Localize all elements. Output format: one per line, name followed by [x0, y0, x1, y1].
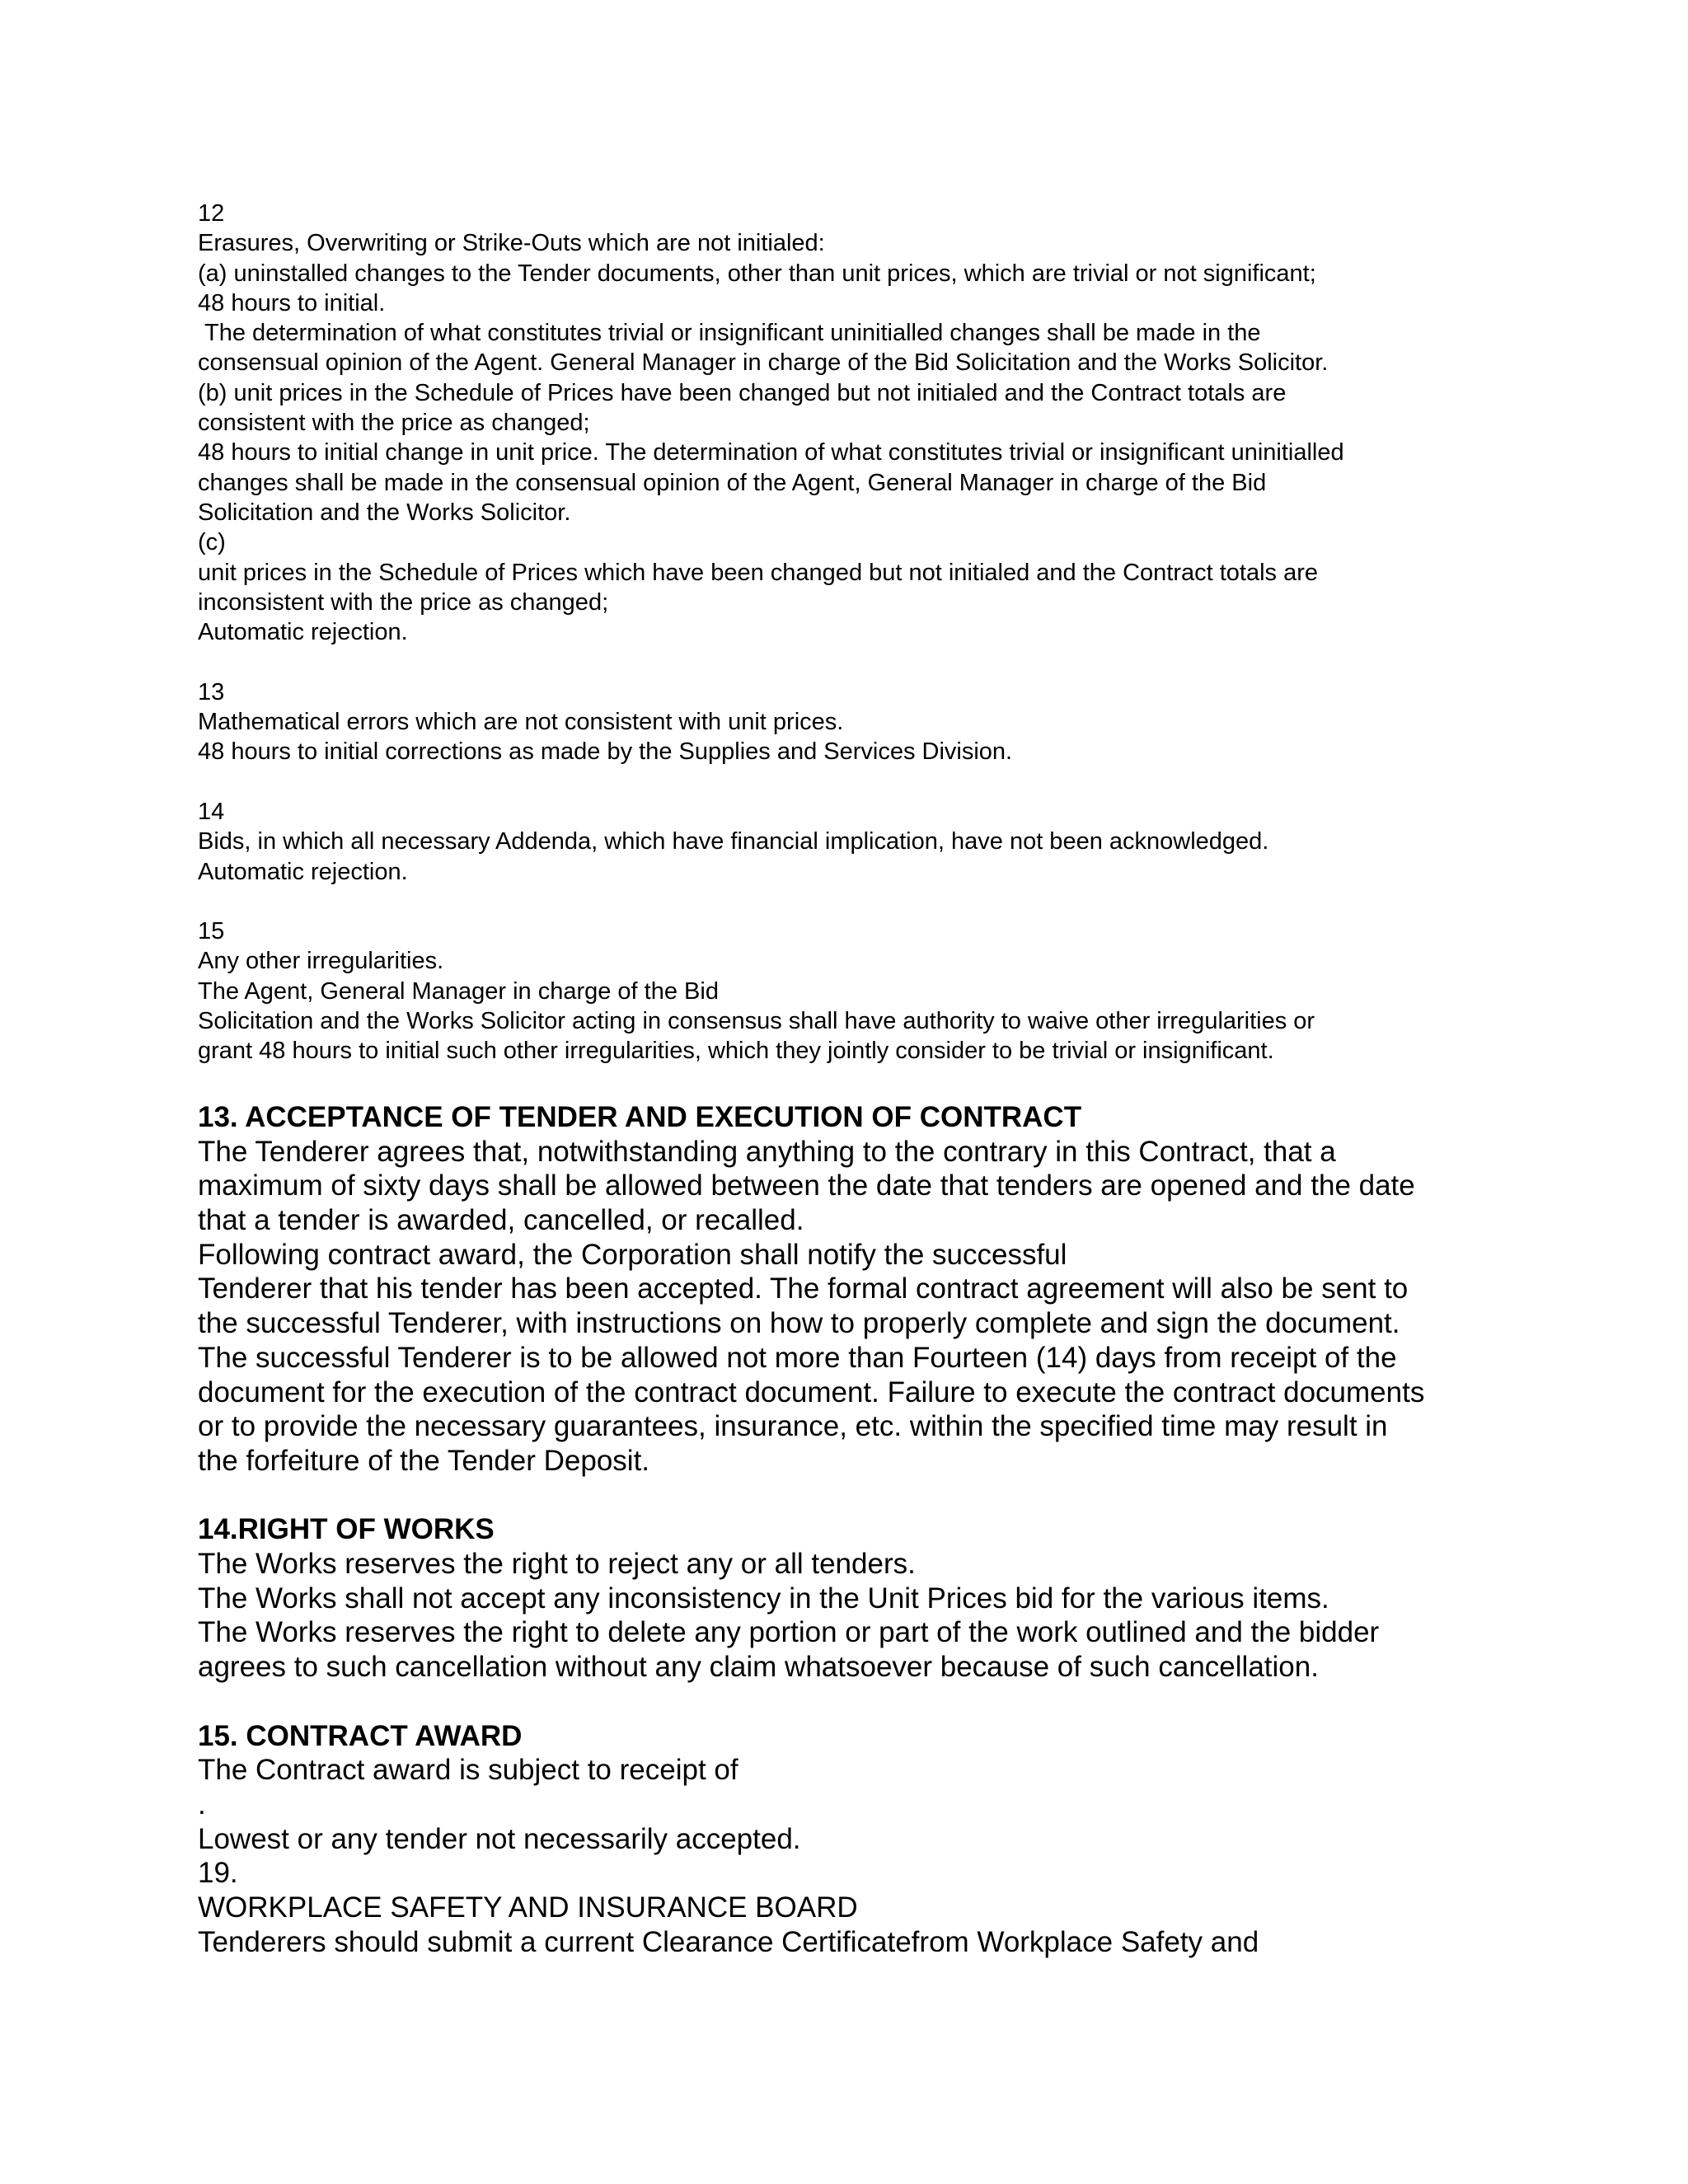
paragraph-line: or to provide the necessary guarantees, insurance, etc. within the specified time may result in [198, 1410, 1388, 1443]
item-text: Solicitation and the Works Solicitor acting in consensus shall have authority to waive other irregularities or [198, 1008, 1315, 1035]
item-text: changes shall be made in the consensual opinion of the Agent, General Manager in charge of the Bid [198, 469, 1267, 496]
paragraph-line: Lowest or any tender not necessarily accepted. [198, 1822, 801, 1855]
spacer [198, 887, 1517, 916]
spacer [198, 1066, 1517, 1096]
section-contract-award [198, 1719, 1517, 1960]
item-text: consistent with the price as changed; [198, 410, 590, 437]
paragraph-line: The Tenderer agrees that, notwithstanding anything to the contrary in this Contract, that a [198, 1135, 1336, 1168]
irregularity-item-14 [198, 797, 1517, 887]
paragraph-line: maximum of sixty days shall be allowed between the date that tenders are opened and the date [198, 1169, 1415, 1202]
spacer [198, 1479, 1517, 1513]
item-text: Erasures, Overwriting or Strike-Outs which are not initialed: [198, 230, 825, 257]
section-heading: 15. CONTRACT AWARD [198, 1719, 523, 1752]
paragraph-line: . [198, 1788, 206, 1821]
item-text: The determination of what constitutes trivial or insignificant uninitialled changes shall be made in the [204, 320, 1261, 347]
spacer [198, 767, 1517, 797]
item-text: Any other irregularities. [198, 948, 444, 975]
item-text: 48 hours to initial corrections as made by the Supplies and Services Division. [198, 738, 1013, 766]
item-text: (b) unit prices in the Schedule of Prices have been changed but not initialed and the Contract totals are [198, 379, 1287, 406]
item-text: (c) [198, 529, 226, 556]
paragraph-line: WORKPLACE SAFETY AND INSURANCE BOARD [198, 1891, 858, 1924]
paragraph-line: Tenderers should submit a current Clearance Certificatefrom Workplace Safety and [198, 1925, 1259, 1958]
document-page [198, 199, 1517, 1959]
paragraph-line: The Works reserves the right to delete any portion or part of the work outlined and the bidder [198, 1616, 1380, 1649]
paragraph-line: that a tender is awarded, cancelled, or recalled. [198, 1204, 804, 1237]
item-text: Automatic rejection. [198, 858, 408, 885]
irregularity-item-15 [198, 916, 1517, 1066]
paragraph-line: The successful Tenderer is to be allowed not more than Fourteen (14) days from receipt of the [198, 1341, 1397, 1374]
item-text: unit prices in the Schedule of Prices which have been changed but not initialed and the Contract totals are [198, 559, 1319, 586]
item-text: inconsistent with the price as changed; [198, 588, 609, 616]
item-number: 13 [198, 678, 225, 705]
section-acceptance-of-tender [198, 1100, 1517, 1479]
section-heading: 14.RIGHT OF WORKS [198, 1513, 495, 1546]
paragraph-line: 19. [198, 1857, 238, 1890]
item-number: 12 [198, 200, 225, 227]
item-text: The Agent, General Manager in charge of the Bid [198, 977, 719, 1005]
irregularity-item-12 [198, 199, 1517, 647]
item-text: Automatic rejection. [198, 619, 408, 646]
item-number: 14 [198, 798, 225, 825]
paragraph-line: Following contract award, the Corporation shall notify the successful [198, 1238, 1067, 1271]
item-text: 48 hours to initial change in unit price. The determination of what constitutes trivial or insignificant uninitialled [198, 439, 1344, 466]
paragraph-line: The Contract award is subject to receipt of [198, 1754, 738, 1787]
spacer [198, 1685, 1517, 1719]
item-number: 15 [198, 918, 225, 945]
paragraph-line: the forfeiture of the Tender Deposit. [198, 1444, 650, 1477]
irregularity-item-13 [198, 677, 1517, 767]
item-text: 48 hours to initial. [198, 289, 386, 316]
section-heading: 13. ACCEPTANCE OF TENDER AND EXECUTION OF CONTRACT [198, 1100, 1082, 1133]
paragraph-line: agrees to such cancellation without any claim whatsoever because of such cancellation. [198, 1651, 1319, 1684]
paragraph-line: the successful Tenderer, with instructions on how to properly complete and sign the document. [198, 1307, 1400, 1340]
paragraph-line: The Works reserves the right to reject any or all tenders. [198, 1548, 916, 1581]
paragraph-line: document for the execution of the contract document. Failure to execute the contract documents [198, 1376, 1425, 1408]
section-right-of-works [198, 1512, 1517, 1685]
spacer [198, 647, 1517, 677]
paragraph-line: Tenderer that his tender has been accepted. The formal contract agreement will also be sent to [198, 1272, 1409, 1305]
paragraph-line: The Works shall not accept any inconsistency in the Unit Prices bid for the various items. [198, 1582, 1329, 1615]
item-text: Solicitation and the Works Solicitor. [198, 499, 571, 526]
item-text: grant 48 hours to initial such other irregularities, which they jointly consider to be trivial or insignificant. [198, 1038, 1274, 1065]
item-text: (a) uninstalled changes to the Tender documents, other than unit prices, which are trivial or not significant; [198, 260, 1316, 287]
item-text: consensual opinion of the Agent. General Manager in charge of the Bid Solicitation and the Works Solicitor. [198, 349, 1329, 377]
item-text: Bids, in which all necessary Addenda, which have financial implication, have not been acknowledged. [198, 828, 1269, 855]
irregularities-list [198, 199, 1517, 1066]
item-text: Mathematical errors which are not consistent with unit prices. [198, 709, 844, 736]
